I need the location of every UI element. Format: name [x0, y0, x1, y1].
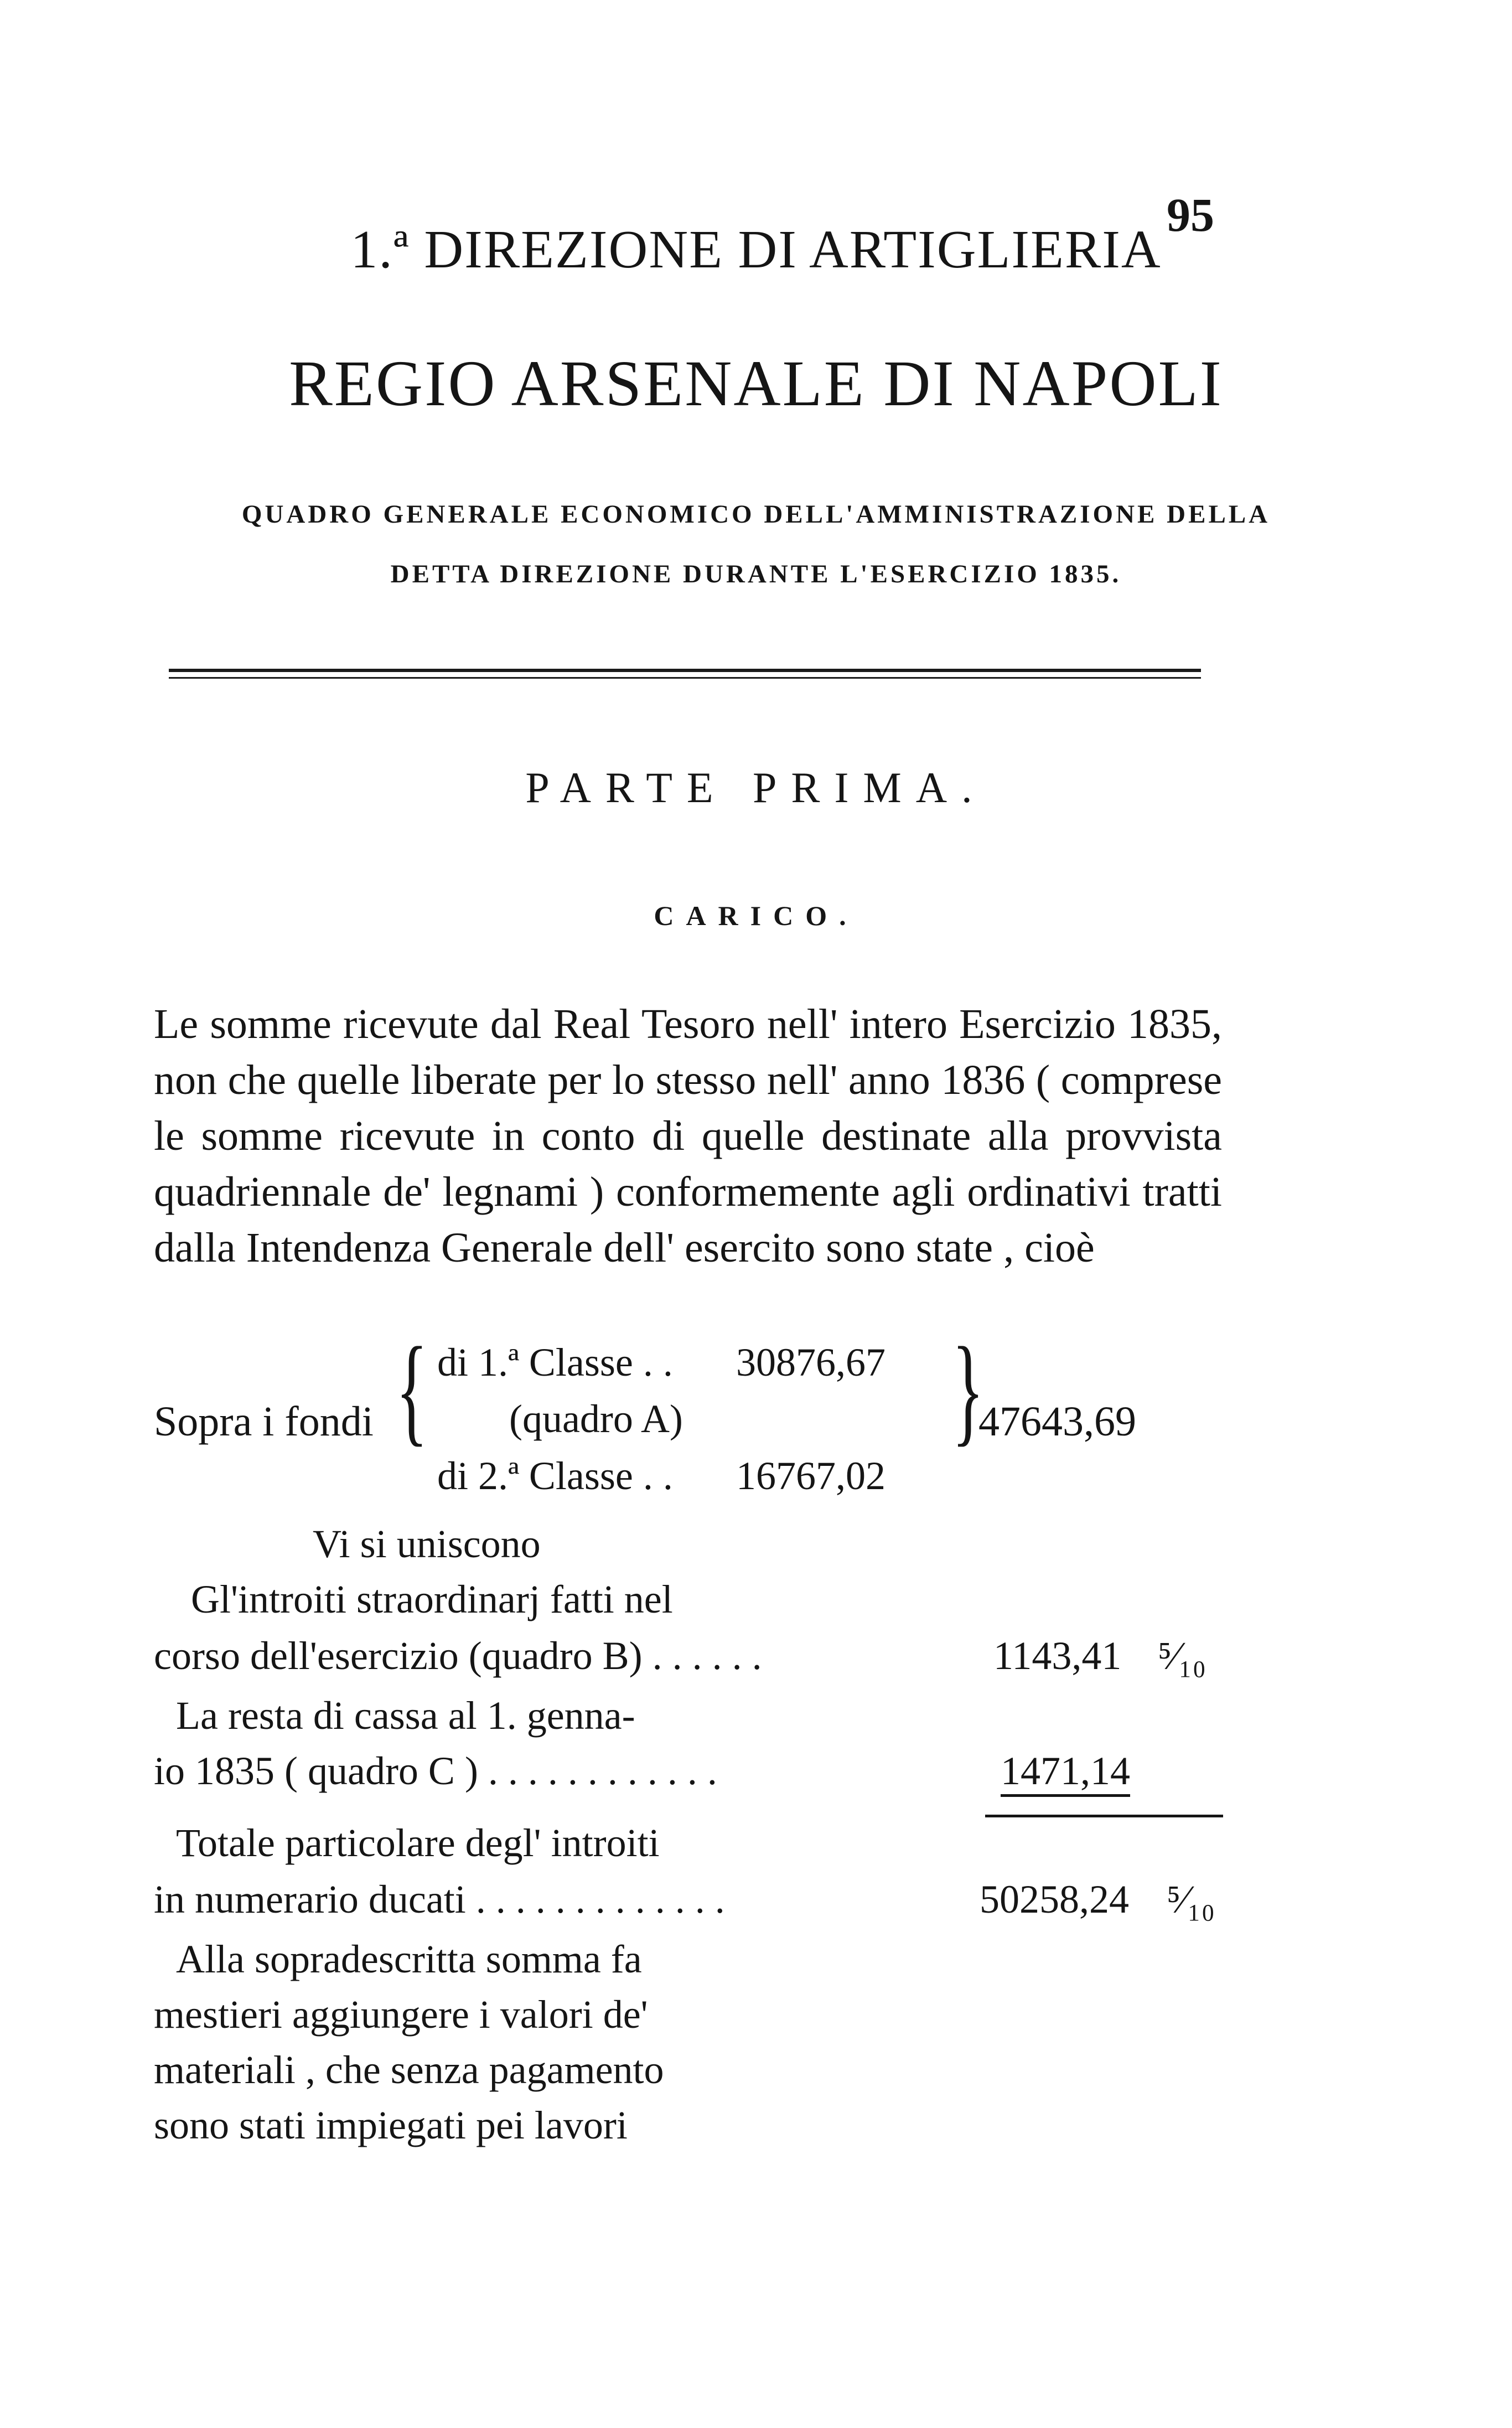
heading-arsenale: REGIO ARSENALE DI NAPOLI: [289, 347, 1223, 420]
total-line-1: Totale particolare degl' introiti: [176, 1821, 660, 1865]
class2-amount: 16767,02: [736, 1454, 886, 1498]
funds-label: Sopra i fondi: [154, 1398, 374, 1445]
section-heading-carico: CARICO.: [654, 900, 858, 931]
closing-line-2: mestieri aggiungere i valori de': [154, 1992, 648, 2037]
intro-paragraph: Le somme ricevute dal Real Tesoro nell' intero Esercizio 1835, non che quelle liberate per lo stesso nell' anno 1836 ( comprese le somme ricevute in conto di quelle destinate alla provvista quadriennale de' legnami ) conformemente agli ordinativi tratti dalla Intendenza Generale dell' esercito sono state , cioè: [154, 1001, 1222, 1271]
extraordinary-line-2: corso dell'esercizio (quadro B) . . . . . .: [154, 1634, 762, 1678]
cash-line-2: io 1835 ( quadro C ) . . . . . . . . . . . .: [154, 1749, 717, 1793]
closing-line-4: sono stati impiegati pei lavori: [154, 2103, 628, 2147]
funds-total: 47643,69: [978, 1398, 1136, 1445]
cash-amount: 1471,14: [1001, 1748, 1130, 1797]
subtitle-line-1: QUADRO GENERALE ECONOMICO DELL'AMMINISTRAZIONE DELLA: [241, 500, 1271, 529]
closing-line-1: Alla sopradescritta somma fa: [176, 1937, 642, 1981]
page-number: 95: [1167, 188, 1214, 241]
total-rule: [985, 1815, 1223, 1817]
quadro-a-note: (quadro A): [509, 1397, 683, 1441]
closing-line-3: materiali , che senza pagamento: [154, 2048, 664, 2092]
class1-amount: 30876,67: [736, 1340, 886, 1385]
part-heading: PARTE PRIMA.: [525, 763, 987, 812]
joined-label: Vi si uniscono: [313, 1522, 541, 1566]
total-fraction: ⁵⁄₁₀: [1167, 1877, 1215, 1921]
total-line-2: in numerario ducati . . . . . . . . . . . . .: [154, 1877, 725, 1921]
double-rule-divider: [169, 669, 1201, 679]
cash-line-1: La resta di cassa al 1. genna-: [176, 1693, 635, 1738]
extraordinary-fraction: ⁵⁄₁₀: [1158, 1634, 1207, 1678]
extraordinary-amount: 1143,41: [993, 1634, 1122, 1678]
extraordinary-line-1: Gl'introiti straordinarj fatti nel: [191, 1577, 673, 1621]
right-brace: }: [952, 1322, 985, 1457]
subtitle-line-2: DETTA DIREZIONE DURANTE L'ESERCIZIO 1835.: [390, 560, 1122, 588]
class2-label: di 2.ª Classe . .: [437, 1454, 673, 1498]
total-amount: 50258,24: [980, 1877, 1129, 1921]
left-brace: {: [396, 1322, 428, 1457]
heading-direzione: 1.ª DIREZIONE DI ARTIGLIERIA: [350, 220, 1162, 280]
class1-label: di 1.ª Classe . .: [437, 1340, 673, 1385]
